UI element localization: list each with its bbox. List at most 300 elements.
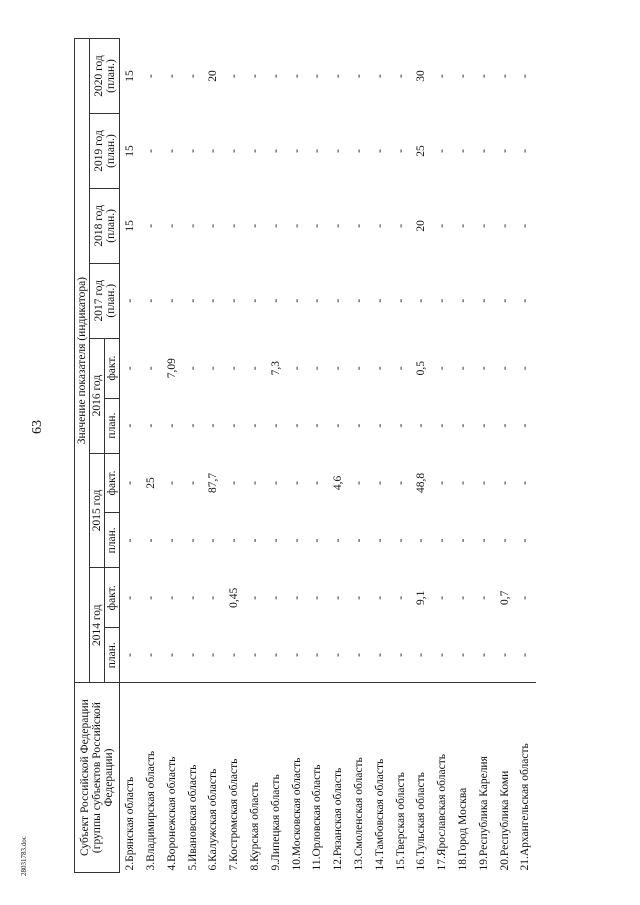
region-cell	[453, 683, 474, 873]
value-cell: -	[394, 653, 407, 657]
value-cell: -	[373, 149, 386, 153]
value-cell: -	[477, 298, 490, 303]
value-cell: -	[228, 149, 241, 153]
region-name: Город Москва	[456, 787, 469, 857]
value-cell: -	[436, 74, 449, 78]
value-cell: -	[124, 481, 137, 485]
value-cell: -	[519, 481, 532, 485]
value-cell: -	[394, 595, 407, 600]
value-cell: -	[290, 223, 303, 228]
value-cell: -	[456, 481, 469, 485]
value-cell: 48,8	[415, 472, 428, 494]
value-cell: -	[332, 538, 345, 543]
plan-header: план.	[105, 513, 120, 568]
value-cell: -	[519, 298, 532, 303]
value-cell: -	[228, 223, 241, 228]
region-name: Республика Коми	[498, 770, 511, 857]
value-cell: 87,7	[207, 472, 220, 494]
value-cell: -	[498, 298, 511, 303]
value-cell: -	[436, 538, 449, 543]
value-cell: -	[165, 595, 178, 600]
row-number: 14.	[373, 856, 386, 871]
value-cell: -	[186, 653, 199, 657]
value-cell: -	[498, 149, 511, 153]
value-cell: 7,09	[165, 358, 178, 379]
value-cell: -	[456, 223, 469, 228]
value-cell: -	[519, 538, 532, 543]
value-cell: -	[207, 366, 220, 371]
value-cell: -	[352, 538, 365, 543]
row-number: 21.	[519, 856, 532, 871]
row-number: 10.	[290, 856, 303, 871]
value-cell: -	[498, 74, 511, 78]
year-2017-header: 2017 год (план.)	[90, 263, 120, 338]
value-cell: -	[228, 298, 241, 303]
table-row	[328, 39, 349, 873]
value-cell: -	[144, 298, 157, 303]
value-cell: -	[352, 423, 365, 428]
table-row	[120, 39, 141, 873]
region-cell	[495, 683, 516, 873]
value-cell: -	[332, 423, 345, 428]
value-cell: -	[144, 423, 157, 428]
value-cell: -	[311, 74, 324, 78]
value-cell: 25	[415, 145, 428, 157]
value-cell: -	[477, 653, 490, 657]
value-cell: -	[352, 595, 365, 600]
rotated-table-container	[74, 38, 618, 873]
value-cell: -	[124, 653, 137, 657]
value-cell: -	[352, 149, 365, 153]
value-cell: -	[519, 366, 532, 371]
region-cell	[287, 683, 308, 873]
value-cell: -	[311, 595, 324, 600]
table-row	[224, 39, 245, 873]
table-row	[245, 39, 266, 873]
value-cell: -	[269, 653, 282, 657]
value-cell: -	[290, 366, 303, 371]
region-name: Московская область	[290, 757, 303, 857]
value-cell: -	[477, 595, 490, 600]
value-cell: 0,45	[228, 587, 241, 608]
value-cell: -	[269, 595, 282, 600]
table-row	[203, 39, 224, 873]
table-row	[287, 39, 308, 873]
value-cell: -	[519, 595, 532, 600]
value-cell: -	[415, 538, 428, 543]
year-2020-header: 2020 год (план.)	[90, 39, 120, 114]
row-number: 2.	[124, 861, 137, 871]
value-cell: -	[186, 223, 199, 228]
value-cell: 25	[144, 477, 157, 489]
value-cell: -	[124, 366, 137, 371]
value-cell: 15	[124, 145, 137, 157]
value-cell: -	[248, 653, 261, 657]
region-cell	[224, 683, 245, 873]
value-cell: -	[269, 481, 282, 485]
value-cell: -	[394, 481, 407, 485]
region-cell	[391, 683, 412, 873]
region-name: Липецкая область	[269, 774, 282, 862]
value-cell: -	[228, 538, 241, 543]
value-cell: -	[290, 298, 303, 303]
row-number: 12.	[332, 856, 345, 871]
value-cell: -	[144, 223, 157, 228]
value-cell: -	[269, 538, 282, 543]
value-cell: -	[498, 223, 511, 228]
value-cell: -	[373, 538, 386, 543]
value-cell: -	[394, 149, 407, 153]
value-cell: -	[352, 298, 365, 303]
row-number: 20.	[498, 856, 511, 871]
value-cell: -	[144, 366, 157, 371]
value-cell: -	[373, 481, 386, 485]
region-name: Тульская область	[415, 772, 428, 857]
table-row	[183, 39, 204, 873]
table-row	[453, 39, 474, 873]
table-row	[141, 39, 162, 873]
value-cell: 15	[124, 70, 137, 82]
row-number: 15.	[394, 856, 407, 871]
region-name: Орловская область	[311, 764, 324, 857]
row-number: 9.	[269, 861, 282, 871]
value-cell: -	[269, 223, 282, 228]
value-cell: -	[436, 366, 449, 371]
value-cell: -	[352, 223, 365, 228]
value-cell: -	[415, 653, 428, 657]
region-name: Смоленская область	[352, 757, 365, 857]
value-cell: -	[332, 653, 345, 657]
value-cell: -	[186, 298, 199, 303]
value-cell: -	[228, 366, 241, 371]
year-2014-header: 2014 год	[90, 568, 105, 683]
row-number: 13.	[352, 856, 365, 871]
row-number: 5.	[186, 861, 199, 871]
value-cell: -	[394, 74, 407, 78]
value-cell: -	[415, 423, 428, 428]
value-cell: -	[373, 595, 386, 600]
value-cell: -	[519, 423, 532, 428]
value-cell: -	[248, 74, 261, 78]
subject-header: Субъект Российской Федерации (группы субъектов Российской Федерации)	[75, 683, 120, 873]
value-cell: -	[436, 223, 449, 228]
value-cell: -	[456, 653, 469, 657]
value-cell: -	[228, 653, 241, 657]
value-cell: -	[248, 149, 261, 153]
row-number: 8.	[248, 861, 261, 871]
value-cell: -	[290, 149, 303, 153]
value-cell: -	[186, 595, 199, 600]
region-name: Рязанская область	[332, 767, 345, 857]
value-cell: -	[456, 595, 469, 600]
value-cell: -	[498, 653, 511, 657]
value-cell: -	[165, 298, 178, 303]
region-cell	[307, 683, 328, 873]
document-footer: 28031783.doc	[20, 836, 28, 876]
value-cell: 0,5	[415, 360, 428, 376]
value-cell: -	[207, 423, 220, 428]
value-cell: 7,3	[269, 360, 282, 376]
value-cell: -	[186, 423, 199, 428]
value-cell: -	[332, 74, 345, 78]
value-cell: -	[498, 481, 511, 485]
value-cell: -	[394, 366, 407, 371]
table-row	[432, 39, 453, 873]
value-cell: -	[207, 595, 220, 600]
value-cell: -	[352, 74, 365, 78]
value-cell: -	[436, 423, 449, 428]
value-cell: -	[332, 149, 345, 153]
year-2019-header: 2019 год (план.)	[90, 114, 120, 189]
value-cell: -	[436, 595, 449, 600]
table-row	[391, 39, 412, 873]
value-cell: -	[311, 223, 324, 228]
year-2018-header: 2018 год (план.)	[90, 188, 120, 263]
table-row	[411, 39, 432, 873]
value-cell: -	[498, 423, 511, 428]
value-cell: -	[186, 149, 199, 153]
value-cell: -	[186, 74, 199, 78]
value-cell: -	[165, 149, 178, 153]
value-cell: -	[456, 538, 469, 543]
value-cell: -	[332, 223, 345, 228]
value-cell: -	[228, 74, 241, 78]
value-cell: -	[248, 423, 261, 428]
region-cell	[515, 683, 536, 873]
value-cell: 20	[415, 220, 428, 232]
value-cell: -	[144, 149, 157, 153]
value-cell: -	[124, 595, 137, 600]
row-number: 19.	[477, 856, 490, 871]
value-cell: -	[311, 149, 324, 153]
value-cell: -	[269, 298, 282, 303]
value-cell: -	[477, 149, 490, 153]
value-cell: -	[311, 538, 324, 543]
value-cell: 4,6	[332, 475, 345, 491]
value-cell: -	[290, 653, 303, 657]
value-cell: -	[394, 538, 407, 543]
value-cell: -	[311, 481, 324, 485]
value-cell: -	[228, 423, 241, 428]
fact-header: факт.	[105, 568, 120, 628]
row-number: 4.	[165, 861, 178, 871]
value-cell: -	[144, 538, 157, 543]
value-cell: -	[290, 423, 303, 428]
value-cell: -	[352, 653, 365, 657]
value-cell: -	[456, 366, 469, 371]
row-number: 3.	[144, 861, 157, 871]
region-cell	[245, 683, 266, 873]
value-cell: -	[269, 423, 282, 428]
value-cell: -	[477, 481, 490, 485]
value-cell: -	[207, 149, 220, 153]
indicator-header: Значение показателя (индикатора)	[75, 39, 90, 683]
region-cell	[474, 683, 495, 873]
table-row	[370, 39, 391, 873]
value-cell: -	[290, 481, 303, 485]
value-cell: -	[290, 74, 303, 78]
value-cell: -	[456, 423, 469, 428]
value-cell: -	[456, 149, 469, 153]
value-cell: -	[498, 538, 511, 543]
table-row	[515, 39, 536, 873]
value-cell: -	[207, 298, 220, 303]
value-cell: -	[352, 481, 365, 485]
value-cell: -	[332, 595, 345, 600]
region-name: Республика Карелия	[477, 756, 490, 857]
table-row	[307, 39, 328, 873]
region-name: Калужская область	[207, 768, 220, 862]
plan-header: план.	[105, 628, 120, 683]
region-cell	[203, 683, 224, 873]
value-cell: -	[248, 366, 261, 371]
plan-header: план.	[105, 398, 120, 453]
value-cell: -	[373, 423, 386, 428]
value-cell: -	[519, 223, 532, 228]
indicator-table	[74, 38, 536, 873]
value-cell: -	[352, 366, 365, 371]
row-number: 7.	[228, 861, 241, 871]
value-cell: -	[477, 538, 490, 543]
region-name: Ярославская область	[436, 754, 449, 857]
value-cell: -	[519, 653, 532, 657]
value-cell: -	[124, 538, 137, 543]
value-cell: -	[373, 366, 386, 371]
value-cell: -	[124, 298, 137, 303]
region-cell	[183, 683, 204, 873]
year-2015-header: 2015 год	[90, 453, 105, 568]
value-cell: -	[186, 366, 199, 371]
value-cell: 20	[207, 70, 220, 82]
region-cell	[266, 683, 287, 873]
region-name: Костромская область	[228, 758, 241, 862]
region-cell	[432, 683, 453, 873]
value-cell: -	[394, 423, 407, 428]
region-name: Воронежская область	[165, 756, 178, 862]
table-row	[474, 39, 495, 873]
value-cell: -	[477, 366, 490, 371]
value-cell: -	[311, 298, 324, 303]
region-name: Курская область	[248, 782, 261, 862]
region-cell	[370, 683, 391, 873]
row-number: 18.	[456, 856, 469, 871]
value-cell: -	[456, 298, 469, 303]
value-cell: -	[394, 223, 407, 228]
value-cell: -	[519, 74, 532, 78]
value-cell: -	[373, 223, 386, 228]
value-cell: -	[436, 149, 449, 153]
value-cell: -	[394, 298, 407, 303]
value-cell: -	[207, 223, 220, 228]
value-cell: -	[269, 149, 282, 153]
page-number: 63	[30, 420, 45, 434]
value-cell: -	[144, 653, 157, 657]
value-cell: -	[373, 298, 386, 303]
value-cell: -	[124, 423, 137, 428]
region-cell	[411, 683, 432, 873]
value-cell: -	[165, 538, 178, 543]
table-row	[162, 39, 183, 873]
value-cell: -	[498, 366, 511, 371]
value-cell: 0,7	[498, 590, 511, 605]
value-cell: -	[477, 223, 490, 228]
year-2016-header: 2016 год	[90, 338, 105, 453]
value-cell: -	[248, 481, 261, 485]
value-cell: -	[332, 298, 345, 303]
value-cell: -	[436, 481, 449, 485]
value-cell: 15	[124, 220, 137, 232]
value-cell: -	[373, 74, 386, 78]
value-cell: -	[248, 538, 261, 543]
row-number: 11.	[311, 856, 324, 871]
region-name: Ивановская область	[186, 764, 199, 862]
value-cell: -	[415, 298, 428, 303]
value-cell: -	[165, 423, 178, 428]
region-cell	[141, 683, 162, 873]
value-cell: -	[165, 653, 178, 657]
value-cell: -	[248, 223, 261, 228]
row-number: 16.	[415, 856, 428, 871]
region-name: Архангельская область	[519, 743, 532, 857]
row-number: 17.	[436, 856, 449, 871]
value-cell: -	[144, 595, 157, 600]
region-cell	[120, 683, 141, 873]
value-cell: -	[311, 366, 324, 371]
value-cell: -	[269, 74, 282, 78]
table-body	[120, 39, 536, 873]
value-cell: -	[456, 74, 469, 78]
value-cell: -	[186, 538, 199, 543]
fact-header: факт.	[105, 338, 120, 398]
value-cell: -	[165, 74, 178, 78]
value-cell: 30	[415, 70, 428, 82]
value-cell: -	[248, 298, 261, 303]
value-cell: -	[519, 149, 532, 153]
value-cell: -	[186, 481, 199, 485]
value-cell: -	[144, 74, 157, 78]
region-cell	[349, 683, 370, 873]
region-name: Тамбовская область	[373, 758, 386, 857]
value-cell: -	[311, 653, 324, 657]
value-cell: -	[207, 538, 220, 543]
row-number: 6.	[207, 861, 220, 871]
value-cell: -	[477, 74, 490, 78]
table-row	[495, 39, 516, 873]
value-cell: -	[436, 653, 449, 657]
region-name: Брянская область	[124, 776, 137, 862]
value-cell: -	[332, 366, 345, 371]
value-cell: 9,1	[415, 590, 428, 605]
table-row	[266, 39, 287, 873]
value-cell: -	[436, 298, 449, 303]
value-cell: -	[373, 653, 386, 657]
region-cell	[328, 683, 349, 873]
region-name: Тверская область	[394, 772, 407, 857]
value-cell: -	[290, 595, 303, 600]
value-cell: -	[228, 481, 241, 485]
region-cell	[162, 683, 183, 873]
table-row	[349, 39, 370, 873]
fact-header: факт.	[105, 453, 120, 513]
value-cell: -	[477, 423, 490, 428]
value-cell: -	[311, 423, 324, 428]
value-cell: -	[248, 595, 261, 600]
value-cell: -	[207, 653, 220, 657]
value-cell: -	[165, 481, 178, 485]
value-cell: -	[290, 538, 303, 543]
value-cell: -	[165, 223, 178, 228]
region-name: Владимирская область	[144, 750, 157, 862]
